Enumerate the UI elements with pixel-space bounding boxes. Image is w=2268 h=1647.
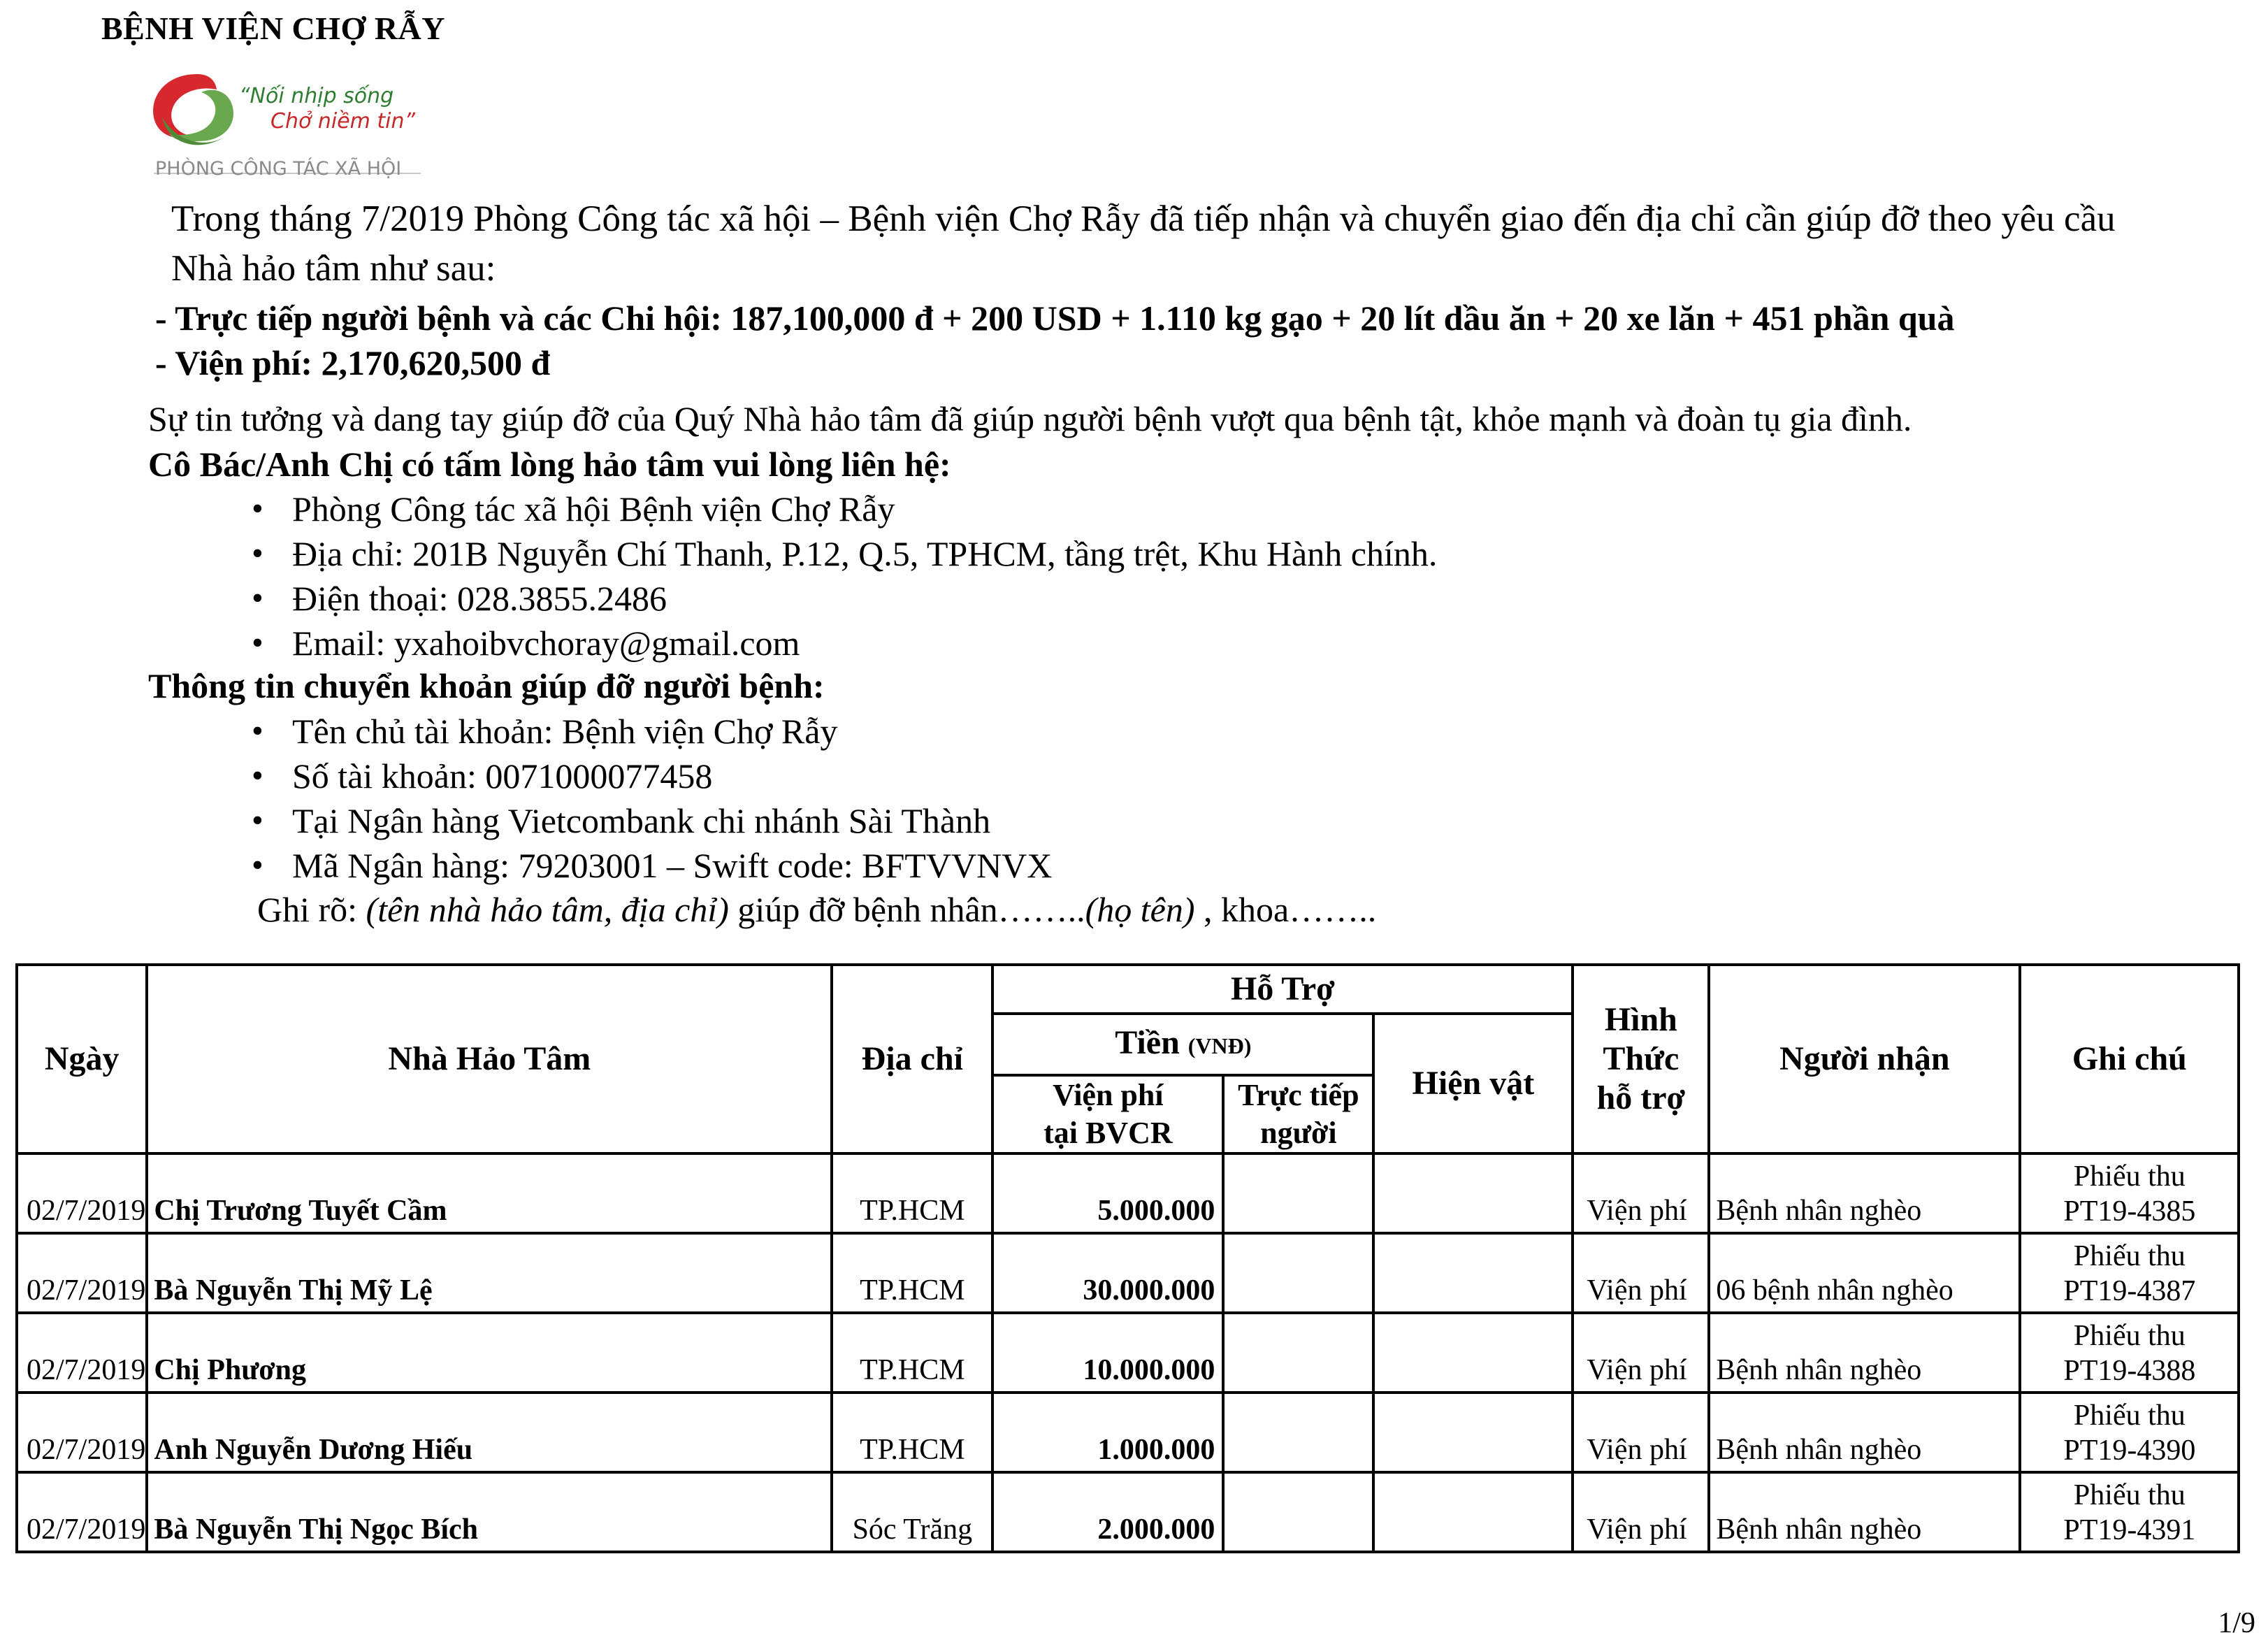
row-recipient: Bệnh nhân nghèo bbox=[1709, 1313, 2020, 1393]
contact-item: • Phòng Công tác xã hội Bệnh viện Chợ Rẫy bbox=[252, 487, 1437, 531]
header-recipient: Người nhận bbox=[1709, 965, 2020, 1153]
hospital-name: BỆNH VIỆN CHỢ RẪY bbox=[101, 10, 445, 46]
row-donor: Bà Nguyễn Thị Ngọc Bích bbox=[147, 1472, 832, 1552]
trust-text: Sự tin tưởng và dang tay giúp đỡ của Quý Nhà hảo tâm đã giúp người bệnh vượt qua bệnh tật, khỏe mạnh và đoàn tụ gia đình. bbox=[148, 399, 1912, 438]
row-recipient: Bệnh nhân nghèo bbox=[1709, 1393, 2020, 1472]
row-direct bbox=[1223, 1153, 1373, 1233]
header-hospital-fee-line1: Viện phí bbox=[1053, 1078, 1164, 1112]
row-note-line1: Phiếu thu bbox=[2073, 1160, 2186, 1193]
header-hospital-fee-line2: tại BVCR bbox=[1043, 1116, 1173, 1150]
department-logo bbox=[148, 69, 442, 187]
row-address: TP.HCM bbox=[832, 1233, 992, 1313]
header-in-kind: Hiện vật bbox=[1373, 1014, 1573, 1153]
contact-item: • Địa chỉ: 201B Nguyễn Chí Thanh, P.12, Q.5, TPHCM, tầng trệt, Khu Hành chính. bbox=[252, 531, 1437, 576]
contact-list bbox=[252, 487, 1437, 666]
row-recipient: Bệnh nhân nghèo bbox=[1709, 1153, 2020, 1233]
row-note bbox=[2020, 1313, 2239, 1393]
header-donor: Nhà Hảo Tâm bbox=[147, 965, 832, 1153]
row-date: 02/7/2019 bbox=[17, 1472, 147, 1552]
row-date: 02/7/2019 bbox=[17, 1313, 147, 1393]
transfer-heading: Thông tin chuyển khoản giúp đỡ người bệnh: bbox=[148, 666, 825, 705]
logo-department: PHÒNG CÔNG TÁC XÃ HỘI bbox=[155, 158, 402, 180]
row-hospital-fee: 1.000.000 bbox=[992, 1393, 1223, 1472]
row-hospital-fee: 30.000.000 bbox=[992, 1233, 1223, 1313]
intro-line-1: Trong tháng 7/2019 Phòng Công tác xã hội – Bệnh viện Chợ Rẫy đã tiếp nhận và chuyển giao đến địa chỉ cần giúp đỡ theo yêu cầu bbox=[171, 199, 2116, 239]
row-date: 02/7/2019 bbox=[17, 1233, 147, 1313]
row-note-line2: PT19-4387 bbox=[2063, 1275, 2196, 1307]
row-note-line1: Phiếu thu bbox=[2073, 1320, 2186, 1352]
row-donor: Chị Phương bbox=[147, 1313, 832, 1393]
row-form: Viện phí bbox=[1573, 1472, 1709, 1552]
transfer-item: • Tên chủ tài khoản: Bệnh viện Chợ Rẫy bbox=[252, 709, 1052, 754]
row-hospital-fee: 2.000.000 bbox=[992, 1472, 1223, 1552]
row-date: 02/7/2019 bbox=[17, 1393, 147, 1472]
row-note-line2: PT19-4391 bbox=[2063, 1514, 2196, 1546]
header-hospital-fee bbox=[992, 1075, 1223, 1153]
note-italic-1: (tên nhà hảo tâm, địa chỉ) bbox=[366, 890, 729, 929]
header-money-unit: (VNĐ) bbox=[1187, 1033, 1252, 1058]
row-note bbox=[2020, 1393, 2239, 1472]
transfer-item: • Mã Ngân hàng: 79203001 – Swift code: BFTVVNVX bbox=[252, 843, 1052, 888]
header-form-line3: hỗ trợ bbox=[1596, 1079, 1686, 1116]
table-row bbox=[17, 1153, 2239, 1233]
row-hospital-fee: 10.000.000 bbox=[992, 1313, 1223, 1393]
row-form: Viện phí bbox=[1573, 1233, 1709, 1313]
row-in-kind bbox=[1373, 1472, 1573, 1552]
transfer-list bbox=[252, 709, 1052, 888]
note-italic-2: (họ tên) bbox=[1085, 890, 1195, 929]
row-form: Viện phí bbox=[1573, 1393, 1709, 1472]
row-direct bbox=[1223, 1233, 1373, 1313]
table-row bbox=[17, 1472, 2239, 1552]
header-form-line2: Thức bbox=[1603, 1040, 1680, 1077]
row-address: TP.HCM bbox=[832, 1393, 992, 1472]
transfer-item: • Tại Ngân hàng Vietcombank chi nhánh Sài Thành bbox=[252, 798, 1052, 843]
donation-table bbox=[15, 963, 2240, 1553]
table-row bbox=[17, 1393, 2239, 1472]
logo-slogan-line1: “Nối nhịp sống bbox=[239, 84, 394, 108]
row-direct bbox=[1223, 1313, 1373, 1393]
logo-slogan-line2: Chở niềm tin” bbox=[270, 109, 416, 134]
row-address: Sóc Trăng bbox=[832, 1472, 992, 1552]
row-note-line1: Phiếu thu bbox=[2073, 1400, 2186, 1432]
row-donor: Bà Nguyễn Thị Mỹ Lệ bbox=[147, 1233, 832, 1313]
row-note bbox=[2020, 1233, 2239, 1313]
table-row bbox=[17, 1233, 2239, 1313]
contact-email[interactable]: • Email: yxahoibvchoray@gmail.com bbox=[252, 621, 1437, 666]
row-donor: Anh Nguyễn Dương Hiếu bbox=[147, 1393, 832, 1472]
row-address: TP.HCM bbox=[832, 1313, 992, 1393]
row-donor: Chị Trương Tuyết Cầm bbox=[147, 1153, 832, 1233]
transfer-item: • Số tài khoản: 0071000077458 bbox=[252, 754, 1052, 798]
row-date: 02/7/2019 bbox=[17, 1153, 147, 1233]
row-direct bbox=[1223, 1393, 1373, 1472]
row-direct bbox=[1223, 1472, 1373, 1552]
header-form bbox=[1573, 965, 1709, 1153]
row-recipient: Bệnh nhân nghèo bbox=[1709, 1472, 2020, 1552]
header-form-line1: Hình bbox=[1604, 1001, 1677, 1038]
row-note bbox=[2020, 1472, 2239, 1552]
row-address: TP.HCM bbox=[832, 1153, 992, 1233]
header-money-label: Tiền bbox=[1115, 1024, 1180, 1061]
row-form: Viện phí bbox=[1573, 1313, 1709, 1393]
header-direct-line2: người bbox=[1260, 1116, 1337, 1150]
row-form: Viện phí bbox=[1573, 1153, 1709, 1233]
row-in-kind bbox=[1373, 1393, 1573, 1472]
table-row bbox=[17, 1313, 2239, 1393]
header-direct bbox=[1223, 1075, 1373, 1153]
row-in-kind bbox=[1373, 1233, 1573, 1313]
summary-fees: - Viện phí: 2,170,620,500 đ bbox=[155, 343, 551, 382]
summary-direct: - Trực tiếp người bệnh và các Chi hội: 187,100,000 đ + 200 USD + 1.110 kg gạo + 20 lít dầu ăn + 20 xe lăn + 451 phần quà bbox=[155, 299, 1955, 338]
contact-heading: Cô Bác/Anh Chị có tấm lòng hảo tâm vui lòng liên hệ: bbox=[148, 445, 951, 484]
row-hospital-fee: 5.000.000 bbox=[992, 1153, 1223, 1233]
row-in-kind bbox=[1373, 1153, 1573, 1233]
header-date: Ngày bbox=[17, 965, 147, 1153]
header-support: Hỗ Trợ bbox=[992, 965, 1573, 1014]
row-note-line2: PT19-4385 bbox=[2063, 1195, 2196, 1228]
note-suffix: , khoa…….. bbox=[1194, 890, 1377, 929]
header-direct-line1: Trực tiếp bbox=[1238, 1078, 1359, 1112]
row-note-line2: PT19-4388 bbox=[2063, 1355, 2196, 1387]
intro-line-2: Nhà hảo tâm như sau: bbox=[171, 248, 496, 289]
row-in-kind bbox=[1373, 1313, 1573, 1393]
header-note: Ghi chú bbox=[2020, 965, 2239, 1153]
row-note bbox=[2020, 1153, 2239, 1233]
page-number: 1/9 bbox=[2218, 1607, 2255, 1639]
row-note-line1: Phiếu thu bbox=[2073, 1240, 2186, 1272]
row-note-line1: Phiếu thu bbox=[2073, 1479, 2186, 1511]
transfer-note bbox=[257, 889, 1376, 930]
row-note-line2: PT19-4390 bbox=[2063, 1434, 2196, 1467]
row-recipient: 06 bệnh nhân nghèo bbox=[1709, 1233, 2020, 1313]
header-money bbox=[992, 1014, 1373, 1075]
note-mid: giúp đỡ bệnh nhân…….. bbox=[728, 890, 1085, 929]
contact-item: • Điện thoại: 028.3855.2486 bbox=[252, 576, 1437, 621]
intro-paragraph bbox=[171, 194, 2198, 294]
note-prefix: Ghi rõ: bbox=[257, 890, 366, 929]
header-address: Địa chỉ bbox=[832, 965, 992, 1153]
